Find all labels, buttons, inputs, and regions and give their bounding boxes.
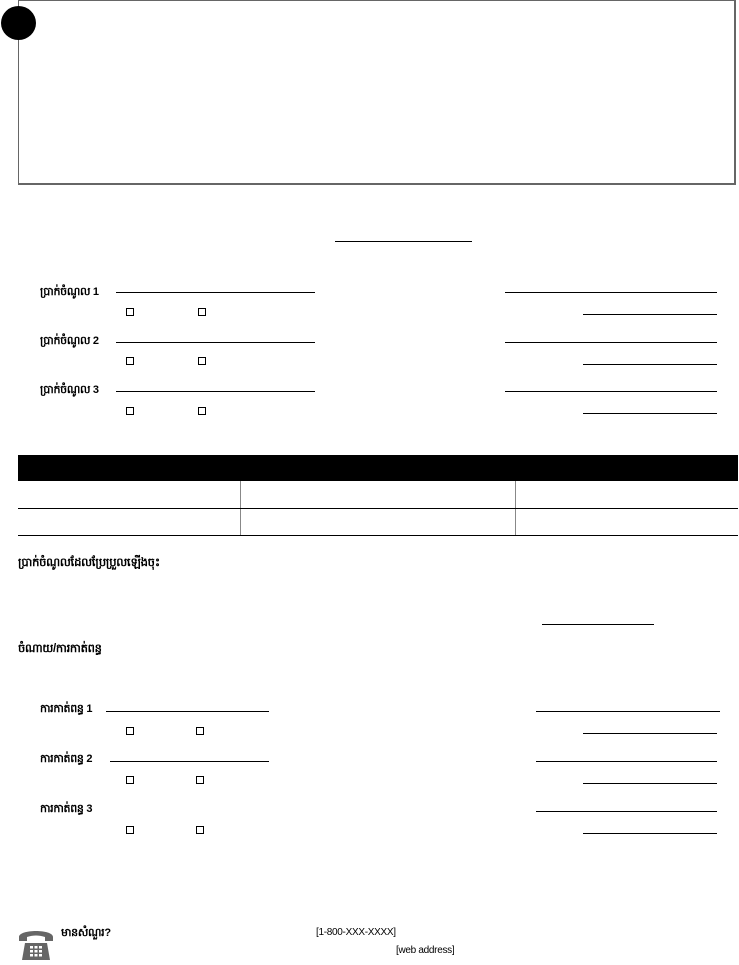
- deduction-checkbox-b[interactable]: [196, 727, 204, 735]
- deduction-checkbox-b[interactable]: [196, 776, 204, 784]
- fluctuating-income-field[interactable]: [542, 624, 654, 625]
- table-header: [18, 455, 738, 481]
- deduction-label: ការកាត់ពន្ធ 1: [40, 703, 93, 715]
- deduction-checkbox-b[interactable]: [196, 826, 204, 834]
- deduction-amount-field[interactable]: [536, 761, 717, 762]
- phone-number[interactable]: [1-800-XXX-XXXX]: [316, 927, 396, 938]
- income-label: ប្រាក់ចំណូល 3: [40, 384, 99, 396]
- top-blank-line[interactable]: [335, 241, 472, 242]
- table-row[interactable]: [18, 535, 738, 536]
- deduction-amount-field[interactable]: [536, 811, 717, 812]
- deduction-label: ការកាត់ពន្ធ 3: [40, 803, 93, 815]
- income-checkbox-b[interactable]: [198, 357, 206, 365]
- top-section-box: [18, 0, 736, 185]
- income-label: ប្រាក់ចំណូល 1: [40, 286, 99, 298]
- questions-label: មានសំណួរ?: [61, 927, 111, 939]
- income-checkbox-b[interactable]: [198, 308, 206, 316]
- income-frequency-field[interactable]: [583, 413, 717, 414]
- deduction-checkbox-a[interactable]: [126, 776, 134, 784]
- income-source-field[interactable]: [116, 391, 315, 392]
- income-amount-field[interactable]: [505, 292, 717, 293]
- income-frequency-field[interactable]: [583, 314, 717, 315]
- deduction-frequency-field[interactable]: [583, 733, 717, 734]
- telephone-icon: [17, 927, 55, 960]
- deduction-name-field[interactable]: [106, 711, 269, 712]
- web-address-link[interactable]: [web address]: [396, 945, 455, 956]
- deduction-frequency-field[interactable]: [583, 783, 717, 784]
- deduction-checkbox-a[interactable]: [126, 826, 134, 834]
- income-amount-field[interactable]: [505, 391, 717, 392]
- income-source-field[interactable]: [116, 292, 315, 293]
- fluctuating-income-heading: ប្រាក់ចំណូលដែលប្រែប្រួលឡើងចុះ: [18, 557, 160, 569]
- income-frequency-field[interactable]: [583, 364, 717, 365]
- income-checkbox-a[interactable]: [126, 357, 134, 365]
- deduction-frequency-field[interactable]: [583, 833, 717, 834]
- summary-table: [18, 455, 738, 537]
- income-source-field[interactable]: [116, 342, 315, 343]
- income-amount-field[interactable]: [505, 342, 717, 343]
- income-checkbox-a[interactable]: [126, 308, 134, 316]
- expenses-heading: ចំណាយ/ការកាត់ពន្ធ: [18, 643, 102, 655]
- income-label: ប្រាក់ចំណូល 2: [40, 335, 99, 347]
- income-checkbox-b[interactable]: [198, 407, 206, 415]
- income-checkbox-a[interactable]: [126, 407, 134, 415]
- deduction-label: ការកាត់ពន្ធ 2: [40, 753, 93, 765]
- table-row[interactable]: [18, 508, 738, 509]
- step-marker-icon: [1, 6, 36, 40]
- deduction-checkbox-a[interactable]: [126, 727, 134, 735]
- deduction-name-field[interactable]: [110, 761, 269, 762]
- deduction-amount-field[interactable]: [536, 711, 720, 712]
